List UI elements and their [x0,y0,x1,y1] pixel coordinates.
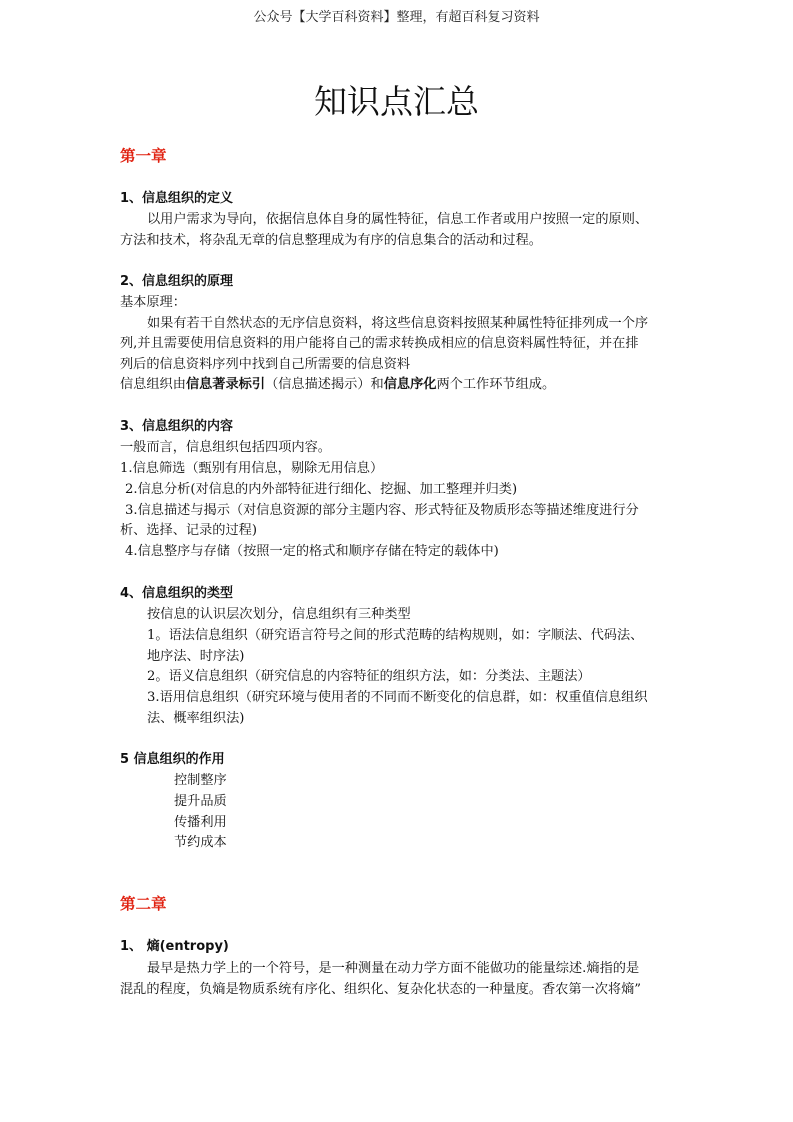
list-item: 1。语法信息组织（研究语言符号之间的形式范畴的结构规则，如：字顺法、代码法、 [147,628,644,643]
section-4-heading: 4、信息组织的类型 [120,586,234,601]
text-span: 两个工作环节组成。 [436,377,556,392]
paragraph-line: 以用户需求为导向，依据信息体自身的属性特征，信息工作者或用户按照一定的原则、 [147,212,649,227]
list-item: 节约成本 [174,835,227,850]
list-item: 法、概率组织法) [147,711,245,726]
section-5-heading: 5 信息组织的作用 [120,752,225,767]
section-1-heading: 1、 熵(entropy) [120,939,229,954]
section-3-heading: 3、信息组织的内容 [120,419,234,434]
section-1-heading: 1、信息组织的定义 [120,191,234,206]
paragraph-line: 按信息的认识层次划分，信息组织有三种类型 [147,607,411,622]
paragraph-line-mixed [120,376,555,394]
list-item: 2。语义信息组织（研究信息的内容特征的组织方法，如：分类法、主题法） [147,669,591,684]
list-item: 1.信息筛选（甄别有用信息，剔除无用信息） [120,461,384,476]
paragraph-line: 一般而言，信息组织包括四项内容。 [120,440,331,455]
list-item: 地序法、时序法) [147,649,245,664]
paragraph-line: 列后的信息资料序列中找到自己所需要的信息资料 [120,357,411,372]
page-title: 知识点汇总 [314,82,479,121]
paragraph-line: 最早是热力学上的一个符号，是一种测量在动力学方面不能做功的能量综述.熵指的是 [147,961,640,976]
paragraph-line: 基本原理： [120,295,186,310]
paragraph-line: 混乱的程度，负熵是物质系统有序化、组织化、复杂化状态的一种量度。香农第一次将熵” [120,982,642,997]
paragraph-line: 方法和技术，将杂乱无章的信息整理成为有序的信息集合的活动和过程。 [120,233,542,248]
bold-term: 信息著录标引 [185,377,266,392]
section-2-heading: 2、信息组织的原理 [120,274,234,289]
chapter-2-title: 第二章 [120,895,167,913]
text-span: 信息组织由 [120,377,186,392]
list-item: 传播利用 [174,815,227,830]
list-item: 3.语用信息组织（研究环境与使用者的不同而不断变化的信息群，如：权重值信息组织 [147,690,648,705]
list-item: 提升品质 [174,794,227,809]
paragraph-line: 列,并且需要使用信息资料的用户能将自己的需求转换成相应的信息资料属性特征，并在排 [120,336,639,351]
list-item: 4.信息整序与存储（按照一定的格式和顺序存储在特定的载体中) [125,544,499,559]
list-item: 3.信息描述与揭示（对信息资源的部分主题内容、形式特征及物质形态等描述维度进行分 [125,503,639,518]
bold-term: 信息序化 [383,377,437,392]
paragraph-line: 如果有若干自然状态的无序信息资料，将这些信息资料按照某种属性特征排列成一个序 [147,316,649,331]
page-header: 公众号【大学百科资料】整理，有超百科复习资料 [253,10,540,25]
list-item: 析、选择、记录的过程) [120,523,258,538]
list-item: 控制整序 [174,773,227,788]
text-span: （信息描述揭示）和 [265,377,384,392]
chapter-1-title: 第一章 [120,147,167,165]
list-item: 2.信息分析(对信息的内外部特征进行细化、挖掘、加工整理并归类) [125,482,518,497]
